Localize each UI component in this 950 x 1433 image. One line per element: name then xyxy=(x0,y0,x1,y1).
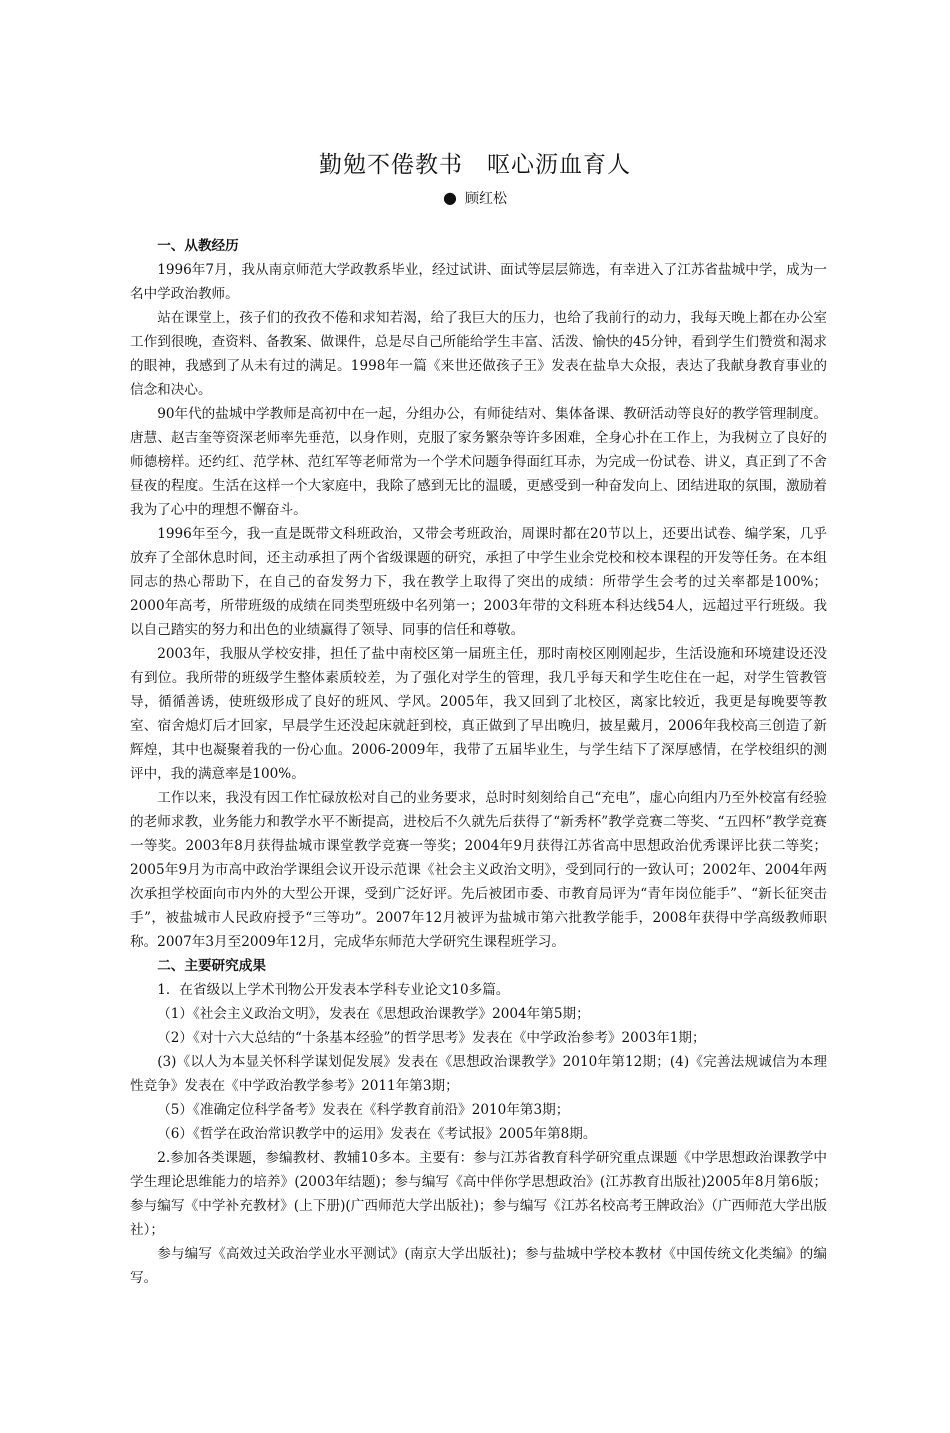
paragraph: 站在课堂上，孩子们的孜孜不倦和求知若渴，给了我巨大的压力，也给了我前行的动力，我每天晚上都在办公室工作到很晚，查资料、备教案、做课件，总是尽自己所能给学生丰富、活泼、愉快的45分钟，看到学生们赞赏和渴求的眼神，我感到了从未有过的满足。1998年一篇《来世还做孩子王》发表在盐阜大众报，表达了我献身教育事业的信念和决心。 xyxy=(130,310,827,398)
paragraph: 2003年，我服从学校安排，担任了盐中南校区第一届班主任，那时南校区刚刚起步，生活设施和环境建设还没有到位。我所带的班级学生整体素质较差，为了强化对学生的管理，我几乎每天和学生吃住在一起，对学生管教管导，循循善诱，使班级形成了良好的班风、学风。2005年，我又回到了北校区，离家比较近，我更是每晚要等教室、宿舍熄灯后才回家，早晨学生还没起床就赶到校，真正做到了早出晚归，披星戴月，2006年我校高三创造了新辉煌，其中也凝聚着我的一份心血。2006-2009年，我带了五届毕业生，与学生结下了深厚感情，在学校组织的测评中，我的满意率是100%。 xyxy=(130,646,827,782)
article-body xyxy=(130,234,827,1290)
paragraph: 90年代的盐城中学教师是高初中在一起，分组办公，有师徒结对、集体备课、教研活动等良好的教学管理制度。唐慧、赵吉奎等资深老师率先垂范，以身作则，克服了家务繁杂等许多困难，全身心扑在工作上，为我树立了良好的师德榜样。还约红、范学林、范红军等老师常为一个学术问题争得面红耳赤，为完成一份试卷、讲义，真正到了不舍昼夜的程度。生活在这样一个大家庭中，我除了感到无比的温暖，更感受到一种奋发向上、团结进取的氛围，激励着我为了心中的理想不懈奋斗。 xyxy=(130,406,827,518)
publication-item: （5）《准确定位科学备考》发表在《科学教育前沿》2010年第3期； xyxy=(157,1102,570,1118)
author-name: 顾红松 xyxy=(464,191,507,207)
paragraph: 1．在省级以上学术刊物公开发表本学科专业论文10多篇。 xyxy=(157,982,510,998)
paragraph: 参与编写《高效过关政治学业水平测试》(南京大学出版社)；参与盐城中学校本教材《中国传统文化类编》的编写。 xyxy=(130,1246,827,1286)
publication-item: (3)《以人为本显关怀科学谋划促发展》发表在《思想政治课教学》2010年第12期；(4)《完善法规诚信为本理性竞争》发表在《中学政治教学参考》2011年第3期； xyxy=(130,1054,827,1094)
page-title: 勤勉不倦教书 呕心沥血育人 xyxy=(319,152,631,178)
paragraph: 2.参加各类课题，参编教材、教辅10多本。主要有：参与江苏省教育科学研究重点课题《中学思想政治课教学中学生理论思维能力的培养》(2003年结题)；参与编写《高中伴你学思想政治》(江苏教育出版社)2005年8月第6版；参与编写《中学补充教材》(上下册)(广西师范大学出版社)；参与编写《江苏名校高考王牌政治》（广西师范大学出版社）； xyxy=(130,1150,827,1238)
section-heading-research: 二、主要研究成果 xyxy=(157,958,266,974)
paragraph: 1996年7月，我从南京师范大学政教系毕业，经过试讲、面试等层层筛选，有幸进入了江苏省盐城中学，成为一名中学政治教师。 xyxy=(130,262,827,302)
paragraph: 工作以来，我没有因工作忙碌放松对自己的业务要求，总时时刻刻给自己“充电”，虚心向组内乃至外校富有经验的老师求教，业务能力和教学水平不断提高，进校后不久就先后获得了“新秀杯”教学竞赛二等奖、“五四杯”教学竞赛一等奖。2003年8月获得盐城市课堂教学竞赛一等奖；2004年9月获得江苏省高中思想政治优秀课评比获二等奖；2005年9月为市高中政治学课组会议开设示范课《社会主义政治文明》，受到同行的一致认可；2002年、2004年两次承担学校面向市内外的大型公开课，受到广泛好评。先后被团市委、市教育局评为“青年岗位能手”、“新长征突击手”，被盐城市人民政府授予“三等功”。2007年12月被评为盐城市第六批教学能手，2008年获得中学高级教师职称。2007年3月至2009年12月，完成华东师范大学研究生课程班学习。 xyxy=(130,790,827,950)
publication-item: （1）《社会主义政治文明》，发表在《思想政治课教学》2004年第5期； xyxy=(157,1006,590,1022)
bullet-icon: ● xyxy=(443,188,457,207)
publication-item: （6）《哲学在政治常识教学中的运用》发表在《考试报》2005年第8期。 xyxy=(157,1126,597,1142)
author-line xyxy=(0,188,950,208)
publication-item: （2）《对十六大总结的“十条基本经验”的哲学思考》发表在《中学政治参考》2003年1期； xyxy=(157,1030,706,1046)
section-heading-experience: 一、从教经历 xyxy=(157,238,239,254)
paragraph: 1996年至今，我一直是既带文科班政治，又带会考班政治，周课时都在20节以上，还要出试卷、编学案，几乎放弃了全部休息时间，还主动承担了两个省级课题的研究，承担了中学生业余党校和校本课程的开发等任务。在本组同志的热心帮助下，在自己的奋发努力下，我在教学上取得了突出的成绩：所带学生会考的过关率都是100%；2000年高考，所带班级的成绩在同类型班级中名列第一；2003年带的文科班本科达线54人，远超过平行班级。我以自己踏实的努力和出色的业绩赢得了领导、同事的信任和尊敬。 xyxy=(130,526,827,638)
